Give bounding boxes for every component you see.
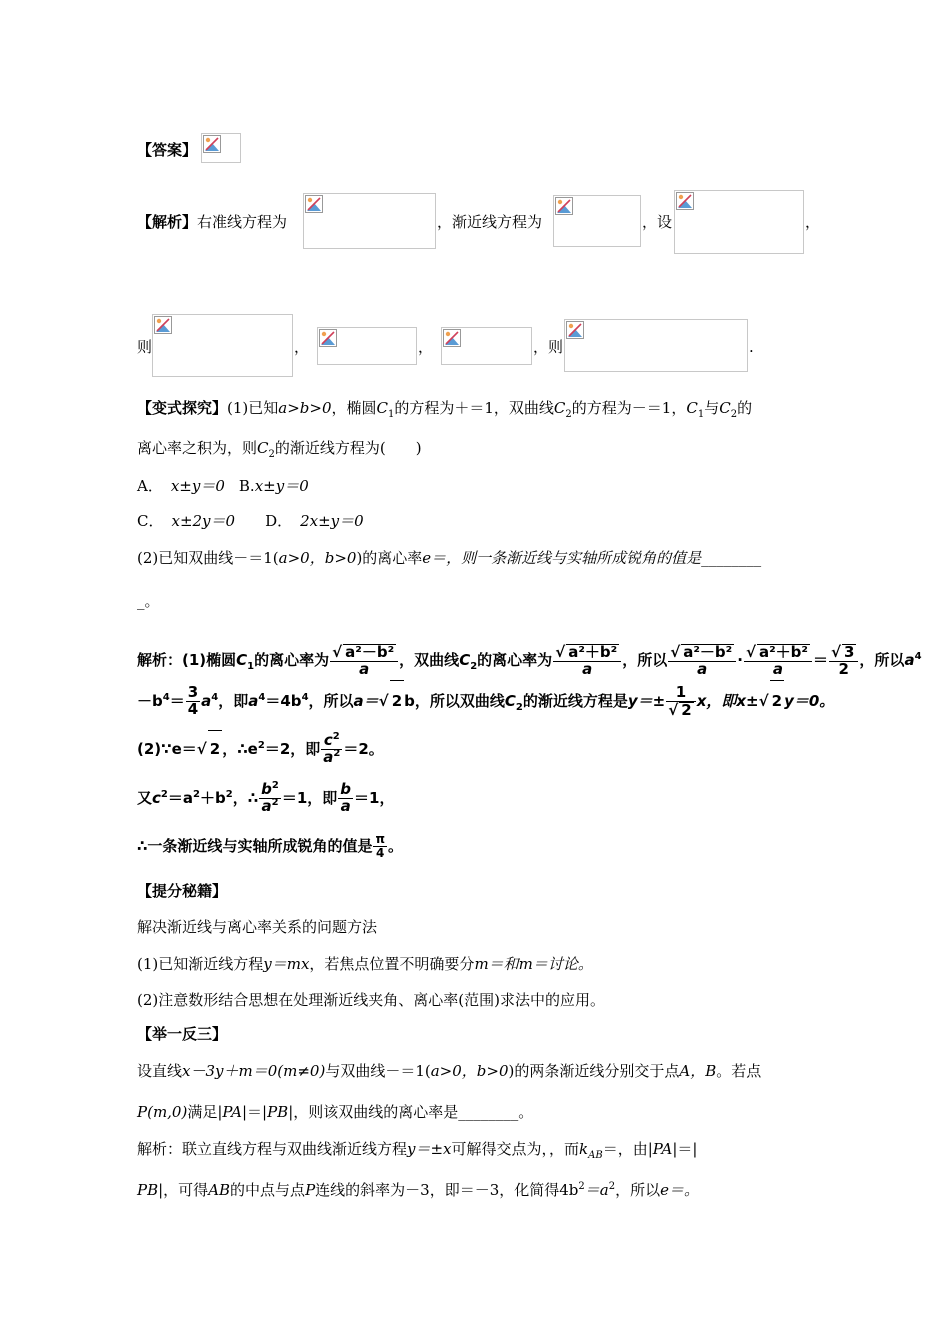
then-image-placeholder-1 <box>152 314 293 377</box>
practice-label: 【举一反三】 <box>137 1025 228 1043</box>
tips-line-2: (1)已知渐近线方程y＝mx，若焦点位置不明确要分m＝和m＝讨论。 <box>137 955 593 973</box>
option-b-label: B. <box>238 477 255 495</box>
then-image-placeholder-2 <box>317 327 417 365</box>
solution-line-3: (2)∵e＝√ 2 ，$\therefore e^2=2$，即 $\frac{c^2}{a^2}$ ＝2。 <box>137 731 384 766</box>
option-d-label: D． <box>265 512 293 530</box>
practice-line-4: PB|，可得AB的中点与点P连线的斜率为－3，即＝－3，化简得$4b^2=a^2$，所以e＝。 <box>137 1181 699 1199</box>
answer-label: 【答案】 <box>137 141 198 159</box>
practice-line-2: P(m,0)满足|PA|＝|PB|，则该双曲线的离心率是________。 <box>137 1103 534 1121</box>
solution-line-5: ∴一条渐近线与实轴所成锐角的值是 $\frac{\pi}{4}$ 。 <box>137 832 403 860</box>
solution-line-4: 又$c^2=a^2+b^2$，∴ $\frac{b^2}{a^2}$ ＝1，即 $\frac{b}{a}$ ＝1， <box>137 780 395 815</box>
broken-image-icon <box>154 316 172 334</box>
variant-q2-tail: _。 <box>137 592 160 610</box>
options-cd: C． x±2y＝0 D． 2x±y＝0 <box>137 512 364 530</box>
variant-line-2: 离心率之积为，则$C_2$的渐近线方程为( ) <box>137 439 422 460</box>
directrix-image-placeholder <box>303 193 436 249</box>
fraction-hyperbola-ecc: $\frac{\text{√ a²＋b²}}{a}$ <box>553 644 621 678</box>
variant-label: 【变式探究】 <box>137 399 228 417</box>
broken-image-icon <box>443 329 461 347</box>
then-image-placeholder-4 <box>564 319 748 372</box>
fraction-ellipse-ecc: $\frac{\text{√ a²－b²}}{a}$ <box>330 644 398 678</box>
answer-image-placeholder <box>201 133 241 163</box>
option-c-label: C． <box>137 512 164 530</box>
solution-line-2: $-b^4=$ $\frac{3}{4}$ $a^4$，即$a^4=4b^4$，所以a＝√ 2 b，所以双曲线$C_2$的渐近线方程是y＝± $\frac{1}{√ 2}$ x，即x±√ 2 y＝0。 <box>137 680 834 720</box>
broken-image-icon <box>676 192 694 210</box>
tips-label: 【提分秘籍】 <box>137 882 228 900</box>
broken-image-icon <box>305 195 323 213</box>
analysis-text-3: ，设 <box>642 213 673 231</box>
broken-image-icon <box>203 135 221 153</box>
broken-image-icon <box>319 329 337 347</box>
solution-line-1: 解析：(1)椭圆$C_1$的离心率为 $\frac{\text{√ a²－b²}}{a}$ ，双曲线$C_2$的离心率为 $\frac{\text{√ a²＋b²}}{a}$ ，所以 $\frac{\text{√ a²－b²}}{a}$ · $\frac{\text{√ a²＋b²}}{a}$ ＝ $\frac{√ 3}{2}$ ，所以$a^4$ <box>137 642 922 678</box>
variant-line-1: 【变式探究】(1)已知a>b>0，椭圆$C_1$的方程为＋＝1，双曲线$C_2$的方程为－＝1，$C_1$与$C_2$的 <box>137 399 753 420</box>
broken-image-icon <box>566 321 584 339</box>
tips-line-3: (2)注意数形结合思想在处理渐近线夹角、离心率(范围)求法中的应用。 <box>137 991 605 1009</box>
broken-image-icon <box>555 197 573 215</box>
then-text: 则 <box>137 338 153 356</box>
comma-then: ，则 <box>533 338 564 356</box>
then-image-placeholder-3 <box>441 327 532 365</box>
comma-1: ， <box>294 338 310 356</box>
period: . <box>749 338 754 356</box>
option-a-label: A． <box>137 477 163 495</box>
set-image-placeholder <box>674 190 804 254</box>
practice-line-1: 设直线x－3y＋m＝0(m≠0)与双曲线－＝1(a>0，b>0)的两条渐近线分别交于点A，B。若点 <box>137 1062 762 1080</box>
options-ab: A． x±y＝0 B.x±y＝0 <box>137 477 309 495</box>
analysis-line: 【解析】右准线方程为 <box>137 213 288 231</box>
variant-q2: (2)已知双曲线－＝1(a>0，b>0)的离心率e＝，则一条渐近线与实轴所成锐角的值是________ <box>137 549 762 567</box>
comma-2: ， <box>418 338 434 356</box>
analysis-text-4: ， <box>805 213 821 231</box>
analysis-text-2: ，渐近线方程为 <box>437 213 543 231</box>
analysis-label: 【解析】 <box>137 213 198 231</box>
asymptote-image-placeholder <box>553 195 641 247</box>
tips-line-1: 解决渐近线与离心率关系的问题方法 <box>137 918 378 936</box>
practice-line-3: 解析：联立直线方程与双曲线渐近线方程y＝±x可解得交点为，，而$k_{AB}=$，由|PA|＝| <box>137 1140 698 1161</box>
